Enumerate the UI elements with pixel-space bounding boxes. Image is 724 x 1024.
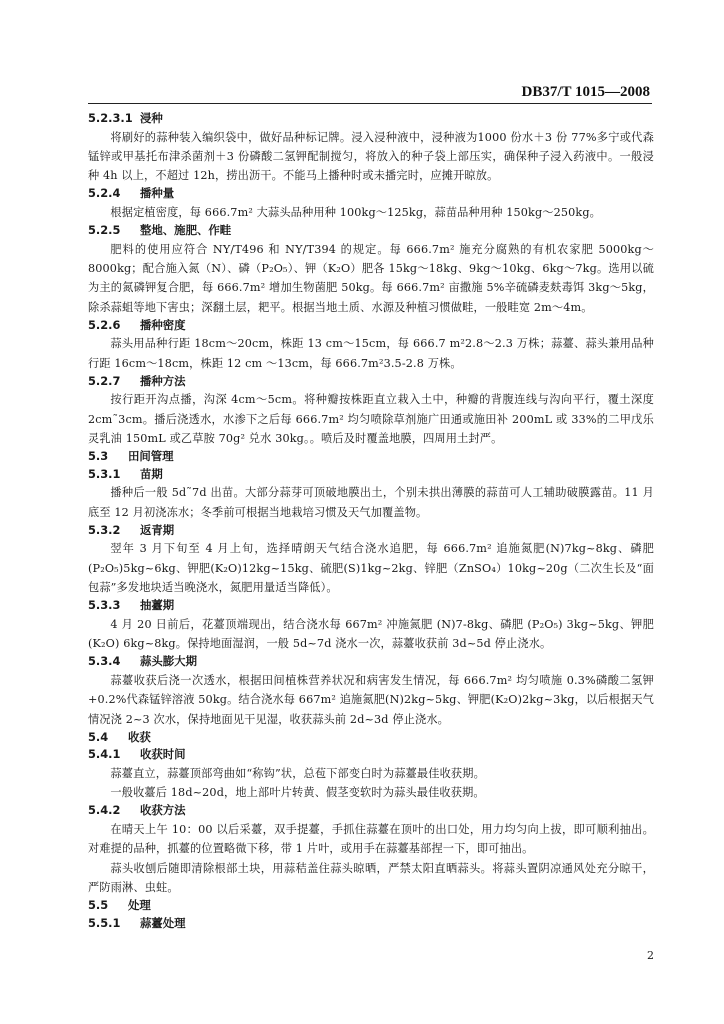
section-title: 播种量 [140,186,175,201]
section-heading [88,466,654,484]
section-number: 5.2.4 [88,186,121,201]
section-heading [88,597,654,615]
paragraph: 翌年 3 月下旬至 4 月上旬，选择晴朗天气结合浇水追肥，每 666.7m² 追施氮肥(N)7kg~8kg、磷肥(P₂O₅)5kg~6kg、钾肥(K₂O)12kg~15kg、硫肥(S)1kg~2kg、锌肥（ZnSO₄）10kg~20g（二次生长及“面包蒜”多发地块适当晚浇水，氮肥用量适当降低）。 [88,542,654,595]
page-number: 2 [647,949,654,962]
section-number: 5.2.6 [88,317,121,332]
section-title: 田间管理 [128,449,174,464]
section-title: 整地、施肥、作畦 [140,223,232,238]
paragraph: 蒜薹直立，蒜薹顶部弯曲如“称钩”状，总苞下部变白时为蒜薹最佳收获期。 [110,766,485,780]
section-title: 浸种 [140,111,163,125]
section-title: 收获 [128,729,151,744]
section-title: 处理 [128,898,151,913]
section-heading [88,373,654,391]
paragraph: 肥料的使用应符合 NY/T496 和 NY/T394 的规定。每 666.7m² 施充分腐熟的有机农家肥 5000kg～8000kg；配合施入氮（N）、磷（P₂O₅）、钾（K₂O）肥各 15kg～18kg、9kg～10kg、6kg～7kg。选用以硫为主的氮磷钾复合肥，每 666.7m² 增加生物菌肥 50kg。每 666.7m² 亩撒施 5%辛硫磷麦麸毒饵 3kg～5kg，除杀蒜蛆等地下害虫；深翻土层，耙平。根据当地土质、水源及种植习惯做畦，一般畦宽 2m～4m。 [88,242,654,314]
paragraph: 按行距开沟点播，沟深 4cm～5cm。将种瓣按株距直立栽入土中，种瓣的背腹连线与沟向平行，覆土深度 2cm˜3cm。播后浇透水，水渗下之后每 666.7m² 均匀喷除草剂施广田通或施田补 200mL 或 33%的二甲戊乐灵乳油 150mL 或乙草胺 70g² 兑水 30kg。。喷后及时覆盖地膜，四周用土封严。 [88,393,654,446]
section-number: 5.4.2 [88,803,121,818]
header-rule [88,103,652,104]
paragraph: 在晴天上午 10：00 以后采薹，双手提薹，手抓住蒜薹在顶叶的出口处，用力均匀向上拔，即可顺利抽出。对难提的品种，抓薹的位置略微下移，带 1 片叶，或用手在蒜薹基部捏一下，即可抽出。 [88,822,654,856]
section-title: 苗期 [140,466,163,481]
section-number: 5.2.5 [88,223,121,238]
section-heading [88,110,654,128]
section-number: 5.5 [88,898,109,913]
section-title: 播种方法 [140,373,186,388]
paragraph: 播种后一般 5d˜7d 出苗。大部分蒜芽可顶破地膜出土，个别未拱出薄膜的蒜苗可人工辅助破膜露苗。11 月底至 12 月初浇冻水；冬季前可根据当地栽培习惯及天气加覆盖物。 [88,486,654,519]
section-title: 播种密度 [140,317,186,332]
paragraph: 一般收薹后 18d~20d，地上部叶片转黄、假茎变软时为蒜头最佳收获期。 [110,786,485,800]
section-number: 5.3 [88,449,109,464]
section-title: 收获时间 [140,747,186,762]
section-heading [88,653,654,671]
section-number: 5.5.1 [88,915,121,930]
section-number: 5.2.3.1 [88,111,133,125]
section-title: 抽薹期 [140,598,175,613]
section-number: 5.3.1 [88,466,121,481]
section-heading [88,729,654,747]
section-heading [88,746,654,764]
section-number: 5.3.2 [88,522,121,537]
section-heading [88,185,654,203]
section-number: 5.4 [88,729,109,744]
section-heading [88,802,654,820]
section-title: 收获方法 [140,803,186,818]
section-number: 5.4.1 [88,747,121,762]
section-heading [88,897,654,915]
section-title: 蒜薹处理 [140,915,186,930]
paragraph: 蒜头收刨后随即清除根部土块，用蒜秸盖住蒜头晾晒，严禁太阳直晒蒜头。将蒜头置阴凉通风处充分晾干，严防雨淋、虫蛀。 [88,861,654,894]
section-heading [88,222,654,240]
paragraph: 将刷好的蒜种装入编织袋中，做好品种标记牌。浸入浸种液中，浸种液为1000 份水＋3 份 77%多宁或代森锰锌或甲基托布津杀菌剂＋3 份磷酸二氢钾配制搅匀，将放入的种子袋上部压实，确保种子浸入药液中。一般浸种 4h 以上，不超过 12h，捞出沥干。不能马上播种时或未播完时，应摊开晾放。 [88,130,654,183]
section-heading [88,915,654,933]
section-title: 返青期 [140,522,175,537]
section-heading [88,522,654,540]
standard-code: DB37/T 1015—2008 [521,84,650,100]
section-number: 5.3.3 [88,598,121,613]
paragraph: 蒜薹收获后浇一次透水，根据田间植株营养状况和病害发生情况，每 666.7m² 均匀喷施 0.3%磷酸二氢钾+0.2%代森锰锌溶液 50kg。结合浇水每 667m² 追施氮肥(N)2kg~5kg、钾肥(K₂O)2kg~3kg，以后根据天气情况浇 2~3 次水，保持地面见干见湿，收获蒜头前 2d~3d 停止浇水。 [88,673,654,726]
section-heading [88,448,654,466]
document-body [88,110,654,932]
section-title: 蒜头膨大期 [140,654,197,669]
section-number: 5.2.7 [88,373,121,388]
section-heading [88,317,654,335]
section-number: 5.3.4 [88,654,121,669]
paragraph: 4 月 20 日前后，花薹顶端现出，结合浇水每 667m² 冲施氮肥 (N)7-8kg、磷肥 (P₂O₅) 3kg~5kg、钾肥 (K₂O) 6kg~8kg。保持地面湿润，一般 5d~7d 浇水一次，蒜薹收获前 3d~5d 停止浇水。 [88,617,654,651]
paragraph: 根据定植密度，每 666.7m² 大蒜头品种用种 100kg～125kg，蒜苗品种用种 150kg～250kg。 [110,205,602,219]
paragraph: 蒜头用品种行距 18cm～20cm，株距 13 cm～15cm，每 666.7 m²2.8～2.3 万株；蒜薹、蒜头兼用品种行距 16cm～18cm，株距 12 cm ～13cm，每 666.7m²3.5-2.8 万株。 [88,337,654,370]
